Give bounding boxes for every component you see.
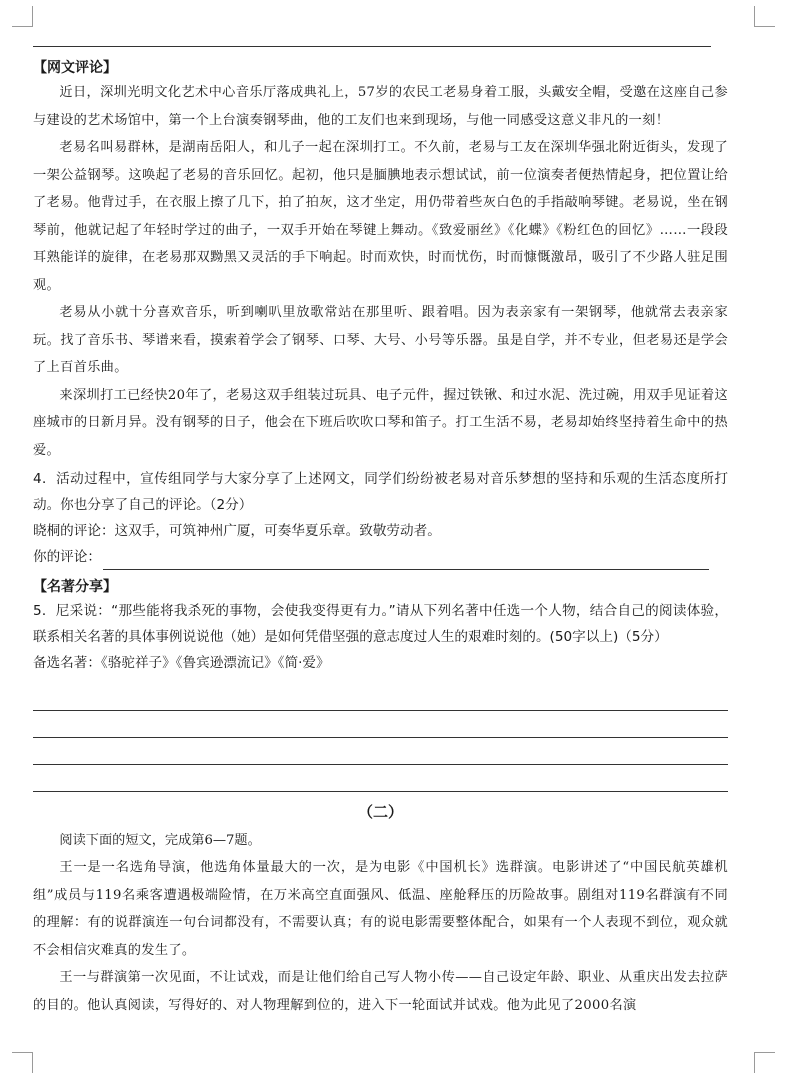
document-page xyxy=(33,32,728,1019)
answer-line[interactable] xyxy=(33,684,728,711)
article-paragraph: 老易名叫易群林，是湖南岳阳人，和儿子一起在深圳打工。不久前，老易与工友在深圳华强北附近街头，发现了一架公益钢琴。这唤起了老易的音乐回忆。起初，他只是腼腆地表示想试试，前一位演奏者便热情起身，把位置让给了老易。他背过手，在衣服上擦了几下，拍了拍灰，这才坐定，用仍带着些灰白色的手指敲响琴键。老易说，坐在钢琴前，他就记起了年轻时学过的曲子，一双手开始在琴键上舞动。《致爱丽丝》《化蝶》《粉红色的回忆》……一段段耳熟能详的旋律，在老易那双黝黑又灵活的手下响起。时而欢快，时而忧伤，时而慷慨激昂，吸引了不少路人驻足围观。 xyxy=(33,140,728,293)
crop-mark-bottom-left xyxy=(12,1052,33,1073)
part-two-title: （二） xyxy=(357,803,403,821)
top-answer-line xyxy=(33,46,711,47)
article-paragraph: 来深圳打工已经快20年了，老易这双手组装过玩具、电子元件，握过铁锹、和过水泥、洗过碗，用双手见证着这座城市的日新月异。没有钢琴的日子，他会在下班后吹吹口琴和笛子。打工生活不易，老易却始终坚持着生命中的热爱。 xyxy=(33,387,728,458)
answer-line[interactable] xyxy=(33,738,728,765)
question-5: 5．尼采说：“那些能将我杀死的事物，会使我变得更有力。”请从下列名著中任选一个人物，结合自己的阅读体验，联系相关名著的具体事例说说他（她）是如何凭借坚强的意志度过人生的艰难时刻的。(50字以上)（5分） xyxy=(33,603,728,645)
answer-line[interactable] xyxy=(33,765,728,792)
candidate-books: 备选名著：《骆驼祥子》《鲁宾逊漂流记》《简·爱》 xyxy=(33,655,330,671)
article-paragraph: 老易从小就十分喜欢音乐，听到喇叭里放歌常站在那里听、跟着唱。因为表亲家有一架钢琴，他就常去表亲家玩。找了音乐书、琴谱来看，摸索着学会了钢琴、口琴、大号、小号等乐器。虽是自学，并不专业，但老易还是学会了上百首乐曲。 xyxy=(33,305,728,375)
article-paragraph: 近日，深圳光明文化艺术中心音乐厅落成典礼上，57岁的农民工老易身着工服，头戴安全帽，受邀在这座自己参与建设的艺术场馆中，第一个上台演奏钢琴曲，他的工友们也来到现场，与他一同感受这意义非凡的一刻！ xyxy=(33,85,728,128)
crop-mark-bottom-right xyxy=(754,1052,775,1073)
crop-mark-top-right xyxy=(754,6,775,27)
answer-line[interactable] xyxy=(33,711,728,738)
section-title-web-review: 【网文评论】 xyxy=(33,60,117,76)
answer-lines-q5 xyxy=(33,684,728,792)
question-4: 4．活动过程中，宣传组同学与大家分享了上述网文，同学们纷纷被老易对音乐梦想的坚持和乐观的生活态度所打动。你也分享了自己的评论。（2分） xyxy=(33,471,728,513)
story-paragraph: 王一是一名选角导演，他选角体量最大的一次，是为电影《中国机长》选群演。电影讲述了“中国民航英雄机组”成员与119名乘客遭遇极端险情，在万米高空直面强风、低温、座舱释压的历险故事。剧组对119名群演有不同的理解：有的说群演连一句台词都没有，不需要认真；有的说电影需要整体配合，如果有一个人表现不到位，观众就不会相信灾难真的发生了。 xyxy=(33,860,728,958)
example-comment: 晓桐的评论：这双手，可筑神州广厦，可奏华夏乐章。致敬劳动者。 xyxy=(33,523,441,539)
section-title-classics-share: 【名著分享】 xyxy=(33,579,117,595)
answer-label: 你的评论： xyxy=(33,549,101,565)
story-paragraph: 王一与群演第一次见面，不让试戏，而是让他们给自己写人物小传——自己设定年龄、职业、从重庆出发去拉萨的目的。他认真阅读，写得好的、对人物理解到位的，进入下一轮面试并试戏。他为此见了2000名演 xyxy=(33,970,728,1013)
crop-mark-top-left xyxy=(12,6,33,27)
answer-row-q4 xyxy=(33,544,728,570)
answer-blank-q4[interactable] xyxy=(103,551,709,570)
reading-instruction: 阅读下面的短文，完成第6—7题。 xyxy=(59,833,261,848)
